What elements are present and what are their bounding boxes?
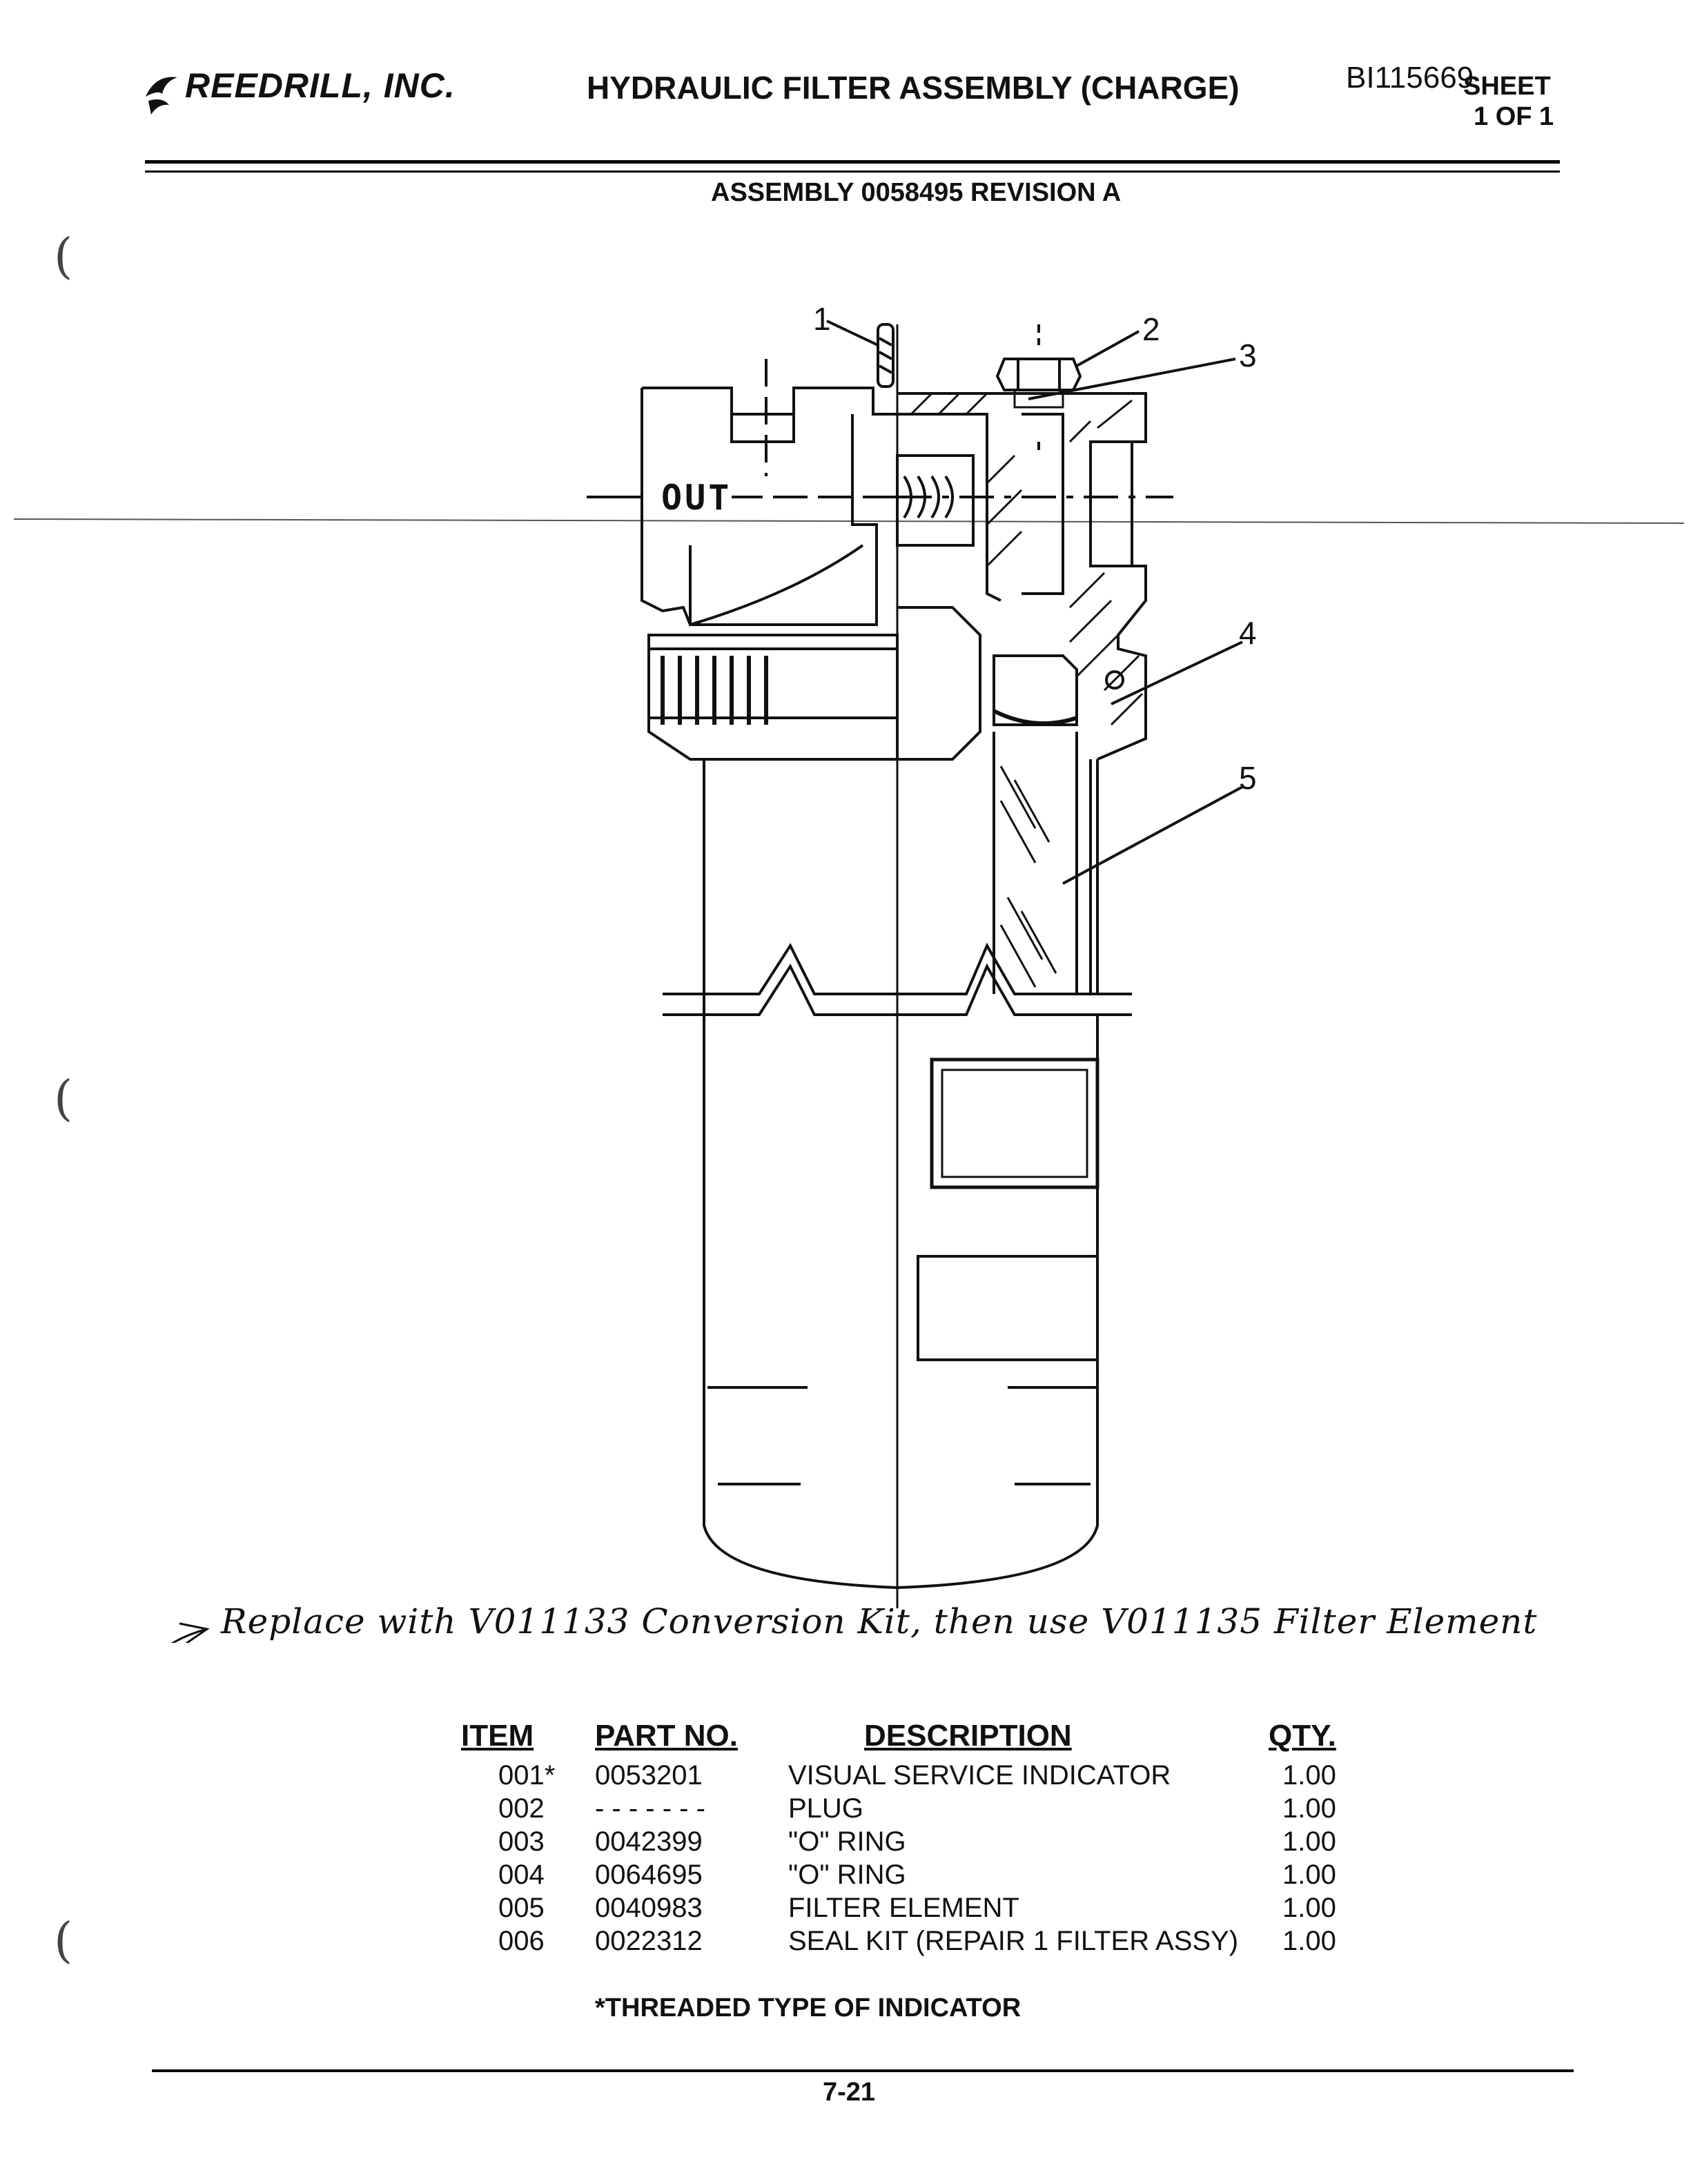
footnote: *THREADED TYPE OF INDICATOR [595, 1993, 1022, 2022]
qty-cell: 1.00 [1282, 1893, 1336, 1923]
callout-4: 4 [1239, 615, 1257, 651]
column-header-item: ITEM [461, 1719, 534, 1753]
item-cell: 001* [498, 1760, 556, 1791]
part-no-cell: 0040983 [595, 1893, 703, 1923]
column-header-description: DESCRIPTION [864, 1719, 1072, 1753]
handwritten-replacement-note: Replace with V011133 Conversion Kit, then use V011135 Filter Element [221, 1601, 1538, 1641]
description-cell: SEAL KIT (REPAIR 1 FILTER ASSY) [788, 1926, 1239, 1956]
part-no-cell: 0053201 [595, 1760, 703, 1791]
description-cell: "O" RING [788, 1826, 906, 1857]
column-header-qty: QTY. [1269, 1719, 1336, 1753]
callout-2: 2 [1142, 311, 1160, 347]
description-cell: VISUAL SERVICE INDICATOR [788, 1760, 1171, 1791]
column-header-part-no: PART NO. [595, 1719, 738, 1753]
bi-number: BI115669 [1346, 61, 1474, 95]
punch-hole-mark: ( [54, 1070, 73, 1127]
description-cell: PLUG [788, 1793, 863, 1824]
callout-3: 3 [1239, 338, 1257, 373]
table-row [0, 1926, 1691, 1960]
part-no-cell: 0042399 [595, 1826, 703, 1857]
sheet-number: 1 OF 1 [1474, 102, 1554, 131]
company-logo-text: REEDRILL, INC. [185, 66, 456, 105]
qty-cell: 1.00 [1282, 1860, 1336, 1890]
description-cell: "O" RING [788, 1860, 906, 1890]
out-port-label: OUT [661, 478, 732, 518]
part-no-cell: 0022312 [595, 1926, 703, 1956]
table-row [0, 1793, 1691, 1828]
footer-rule [152, 2069, 1574, 2072]
punch-hole-mark: ( [54, 1912, 73, 1969]
item-cell: 005 [498, 1893, 545, 1923]
callout-1: 1 [813, 301, 831, 337]
table-row [0, 1893, 1691, 1927]
item-cell: 006 [498, 1926, 545, 1956]
page-number: 7-21 [823, 2078, 876, 2107]
document-title: HYDRAULIC FILTER ASSEMBLY (CHARGE) [587, 70, 1240, 106]
qty-cell: 1.00 [1282, 1826, 1336, 1857]
part-no-cell: - - - - - - - [595, 1793, 705, 1824]
sheet-label: SHEET [1463, 72, 1551, 101]
item-cell: 004 [498, 1860, 545, 1890]
item-cell: 002 [498, 1793, 545, 1824]
qty-cell: 1.00 [1282, 1760, 1336, 1791]
table-row [0, 1860, 1691, 1894]
qty-cell: 1.00 [1282, 1793, 1336, 1824]
qty-cell: 1.00 [1282, 1926, 1336, 1956]
table-row [0, 1760, 1691, 1795]
part-no-cell: 0064695 [595, 1860, 703, 1890]
callout-5: 5 [1239, 760, 1257, 796]
assembly-revision: ASSEMBLY 0058495 REVISION A [711, 178, 1122, 207]
table-row [0, 1826, 1691, 1861]
item-cell: 003 [498, 1826, 545, 1857]
description-cell: FILTER ELEMENT [788, 1893, 1019, 1923]
punch-hole-mark: ( [54, 228, 73, 284]
